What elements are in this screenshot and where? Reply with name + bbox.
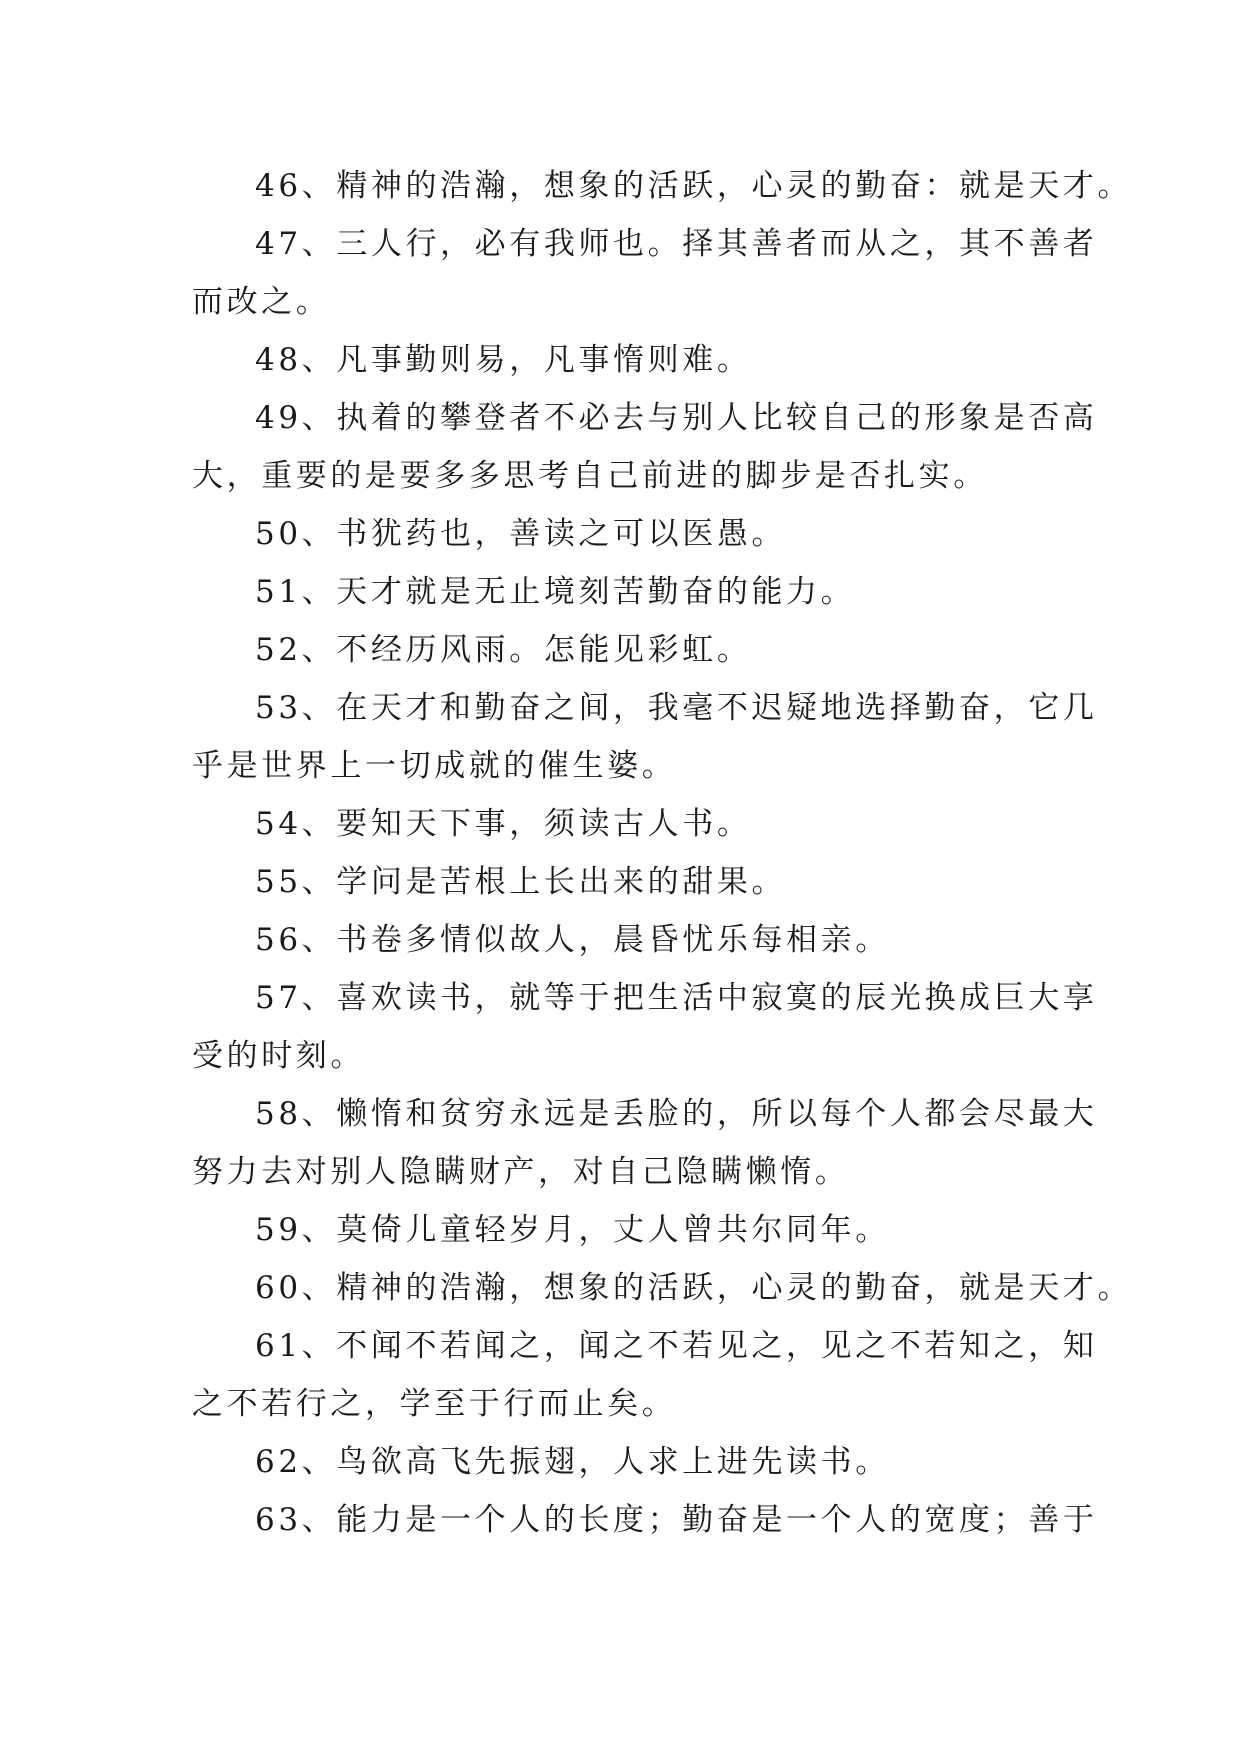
quote-53-line-1: 53、在天才和勤奋之间，我毫不迟疑地选择勤奋，它几: [255, 690, 1098, 726]
quote-49-line-2: 大，重要的是要多多思考自己前进的脚步是否扎实。: [192, 458, 988, 494]
quote-46-line-1: 46、精神的浩瀚，想象的活跃，心灵的勤奋：就是天才。: [255, 168, 1133, 204]
quote-50-line-1: 50、书犹药也，善读之可以医愚。: [255, 516, 787, 552]
quote-57-line-2: 受的时刻。: [192, 1038, 365, 1074]
quote-60-line-1: 60、精神的浩瀚，想象的活跃，心灵的勤奋，就是天才。: [255, 1270, 1133, 1306]
quote-63-line-1: 63、能力是一个人的长度；勤奋是一个人的宽度；善于: [255, 1502, 1098, 1538]
quote-61-line-2: 之不若行之，学至于行而止矣。: [192, 1386, 677, 1422]
quote-47-line-1: 47、三人行，必有我师也。择其善者而从之，其不善者: [255, 226, 1098, 262]
quote-56-line-1: 56、书卷多情似故人，晨昏忧乐每相亲。: [255, 922, 890, 958]
quote-47-line-2: 而改之。: [192, 284, 331, 320]
quote-55-line-1: 55、学问是苦根上长出来的甜果。: [255, 864, 787, 900]
quote-49-line-1: 49、执着的攀登者不必去与别人比较自己的形象是否高: [255, 400, 1098, 436]
quote-61-line-1: 61、不闻不若闻之，闻之不若见之，见之不若知之，知: [255, 1328, 1098, 1364]
quote-53-line-2: 乎是世界上一切成就的催生婆。: [192, 748, 677, 784]
quote-51-line-1: 51、天才就是无止境刻苦勤奋的能力。: [255, 574, 856, 610]
quote-58-line-2: 努力去对别人隐瞒财产，对自己隐瞒懒惰。: [192, 1154, 850, 1190]
quote-52-line-1: 52、不经历风雨。怎能见彩虹。: [255, 632, 752, 668]
quote-62-line-1: 62、鸟欲高飞先振翅，人求上进先读书。: [255, 1444, 890, 1480]
quote-59-line-1: 59、莫倚儿童轻岁月，丈人曾共尔同年。: [255, 1212, 890, 1248]
quote-57-line-1: 57、喜欢读书，就等于把生活中寂寞的辰光换成巨大享: [255, 980, 1098, 1016]
quote-58-line-1: 58、懒惰和贫穷永远是丢脸的，所以每个人都会尽最大: [255, 1096, 1098, 1132]
quote-48-line-1: 48、凡事勤则易，凡事惰则难。: [255, 342, 752, 378]
quote-54-line-1: 54、要知天下事，须读古人书。: [255, 806, 752, 842]
